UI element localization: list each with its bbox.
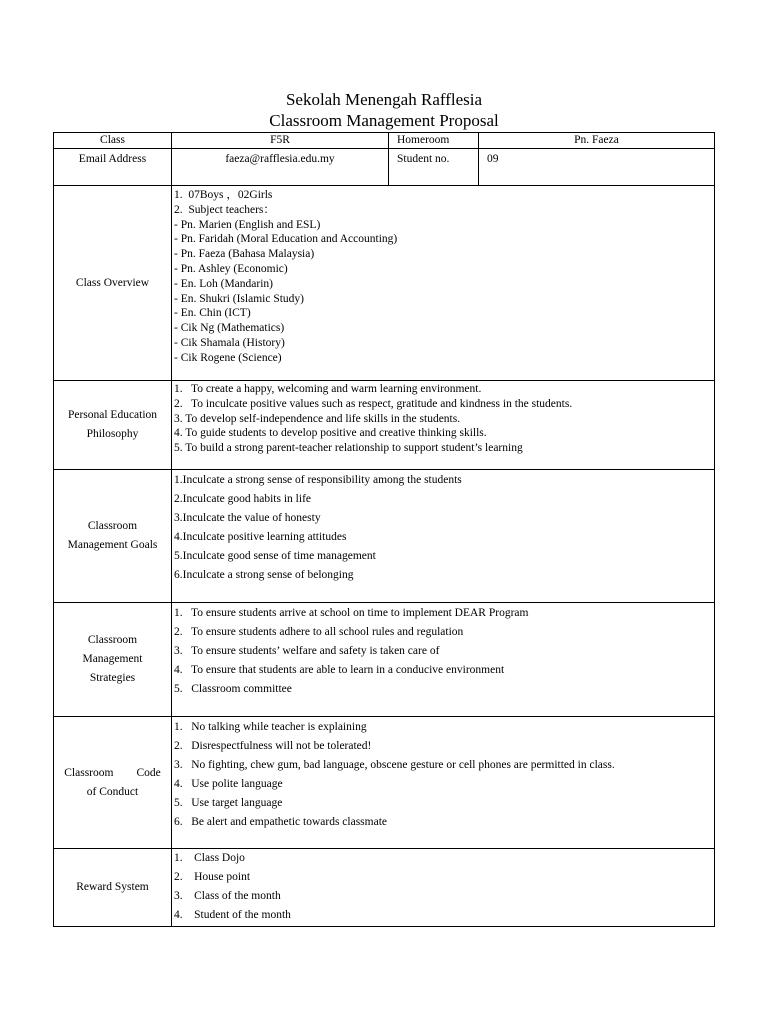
list-item: 1. Class Dojo xyxy=(174,852,245,864)
overview-label: Class Overview xyxy=(54,186,172,381)
email-value: faeza@rafflesia.edu.my xyxy=(172,149,389,186)
list-item: 1. No talking while teacher is explaining xyxy=(174,721,367,733)
philosophy-label-line: Philosophy xyxy=(86,428,139,440)
list-item: 6.Inculcate a strong sense of belonging xyxy=(174,569,354,581)
list-item: 4. To ensure that students are able to learn in a conducive environment xyxy=(174,664,505,676)
reward-row xyxy=(54,849,715,927)
list-item: 3. No fighting, chew gum, bad language, obscene gesture or cell phones are permitted in class. xyxy=(174,759,615,771)
list-item: - Cik Rogene (Science) xyxy=(174,351,282,364)
strategies-label-line: Management xyxy=(82,653,143,665)
class-label: Class xyxy=(54,133,172,149)
homeroom-value: Pn. Faeza xyxy=(479,133,715,149)
goals-row xyxy=(54,470,715,603)
proposal-table xyxy=(53,132,715,927)
list-item: 3.Inculcate the value of honesty xyxy=(174,512,321,524)
conduct-row xyxy=(54,717,715,849)
list-item: - Pn. Faeza (Bahasa Malaysia) xyxy=(174,248,315,261)
email-row xyxy=(54,149,715,186)
strategies-list xyxy=(172,603,715,717)
class-value: F5R xyxy=(172,133,389,149)
list-item: 3. Class of the month xyxy=(174,890,281,902)
list-item: 5. Use target language xyxy=(174,797,283,809)
list-item: - Cik Shamala (History) xyxy=(174,336,285,349)
conduct-list xyxy=(172,717,715,849)
class-row xyxy=(54,133,715,149)
reward-label: Reward System xyxy=(54,849,172,927)
list-item: 4. To guide students to develop positive and creative thinking skills. xyxy=(174,427,487,440)
goals-list xyxy=(172,470,715,603)
conduct-label xyxy=(54,717,172,849)
philosophy-label-line: Personal Education xyxy=(67,409,158,421)
conduct-label-line: of Conduct xyxy=(86,785,139,798)
homeroom-label: Homeroom xyxy=(389,133,479,149)
philosophy-label xyxy=(54,381,172,470)
list-item: 2.Inculcate good habits in life xyxy=(174,493,312,505)
list-item: 2. To inculcate positive values such as respect, gratitude and kindness in the students. xyxy=(174,397,573,410)
list-item: 1. 07Boys ，02Girls xyxy=(174,189,273,201)
email-label: Email Address xyxy=(54,149,172,186)
list-item: 2. Subject teachers： xyxy=(174,203,275,216)
student-no-value: 09 xyxy=(479,149,715,186)
strategies-label-line: Strategies xyxy=(89,672,136,684)
list-item: 2. Disrespectfulness will not be tolerated! xyxy=(174,740,372,752)
list-item: 1. To ensure students arrive at school on time to implement DEAR Program xyxy=(174,607,529,619)
list-item: - En. Shukri (Islamic Study) xyxy=(174,292,304,305)
list-item: 1. To create a happy, welcoming and warm learning environment. xyxy=(174,383,482,395)
goals-label xyxy=(54,470,172,603)
conduct-label-line: Classroom Code xyxy=(64,766,161,779)
list-item: - Pn. Ashley (Economic) xyxy=(174,262,288,275)
school-name: Sekolah Menengah Rafflesia xyxy=(285,90,483,109)
document-title: Classroom Management Proposal xyxy=(269,111,499,130)
goals-label-line: Classroom xyxy=(87,520,138,532)
list-item: 3. To ensure students’ welfare and safety is taken care of xyxy=(174,645,440,657)
list-item: - Cik Ng (Mathematics) xyxy=(174,322,285,335)
list-item: - Pn. Faridah (Moral Education and Accounting) xyxy=(174,233,398,246)
philosophy-list xyxy=(172,381,715,470)
reward-list xyxy=(172,849,715,927)
list-item: 5. To build a strong parent-teacher relationship to support student’s learning xyxy=(174,442,523,455)
student-no-label: Student no. xyxy=(389,149,479,186)
list-item: 4. Student of the month xyxy=(174,909,291,921)
strategies-row xyxy=(54,603,715,717)
list-item: - En. Chin (ICT) xyxy=(174,307,251,320)
list-item: 2. To ensure students adhere to all school rules and regulation xyxy=(174,626,464,638)
list-item: 4.Inculcate positive learning attitudes xyxy=(174,531,347,543)
list-item: 4. Use polite language xyxy=(174,778,283,790)
overview-row xyxy=(54,186,715,381)
strategies-label-line: Classroom xyxy=(87,634,138,646)
list-item: 3. To develop self-independence and life skills in the students. xyxy=(174,412,461,425)
list-item: 5.Inculcate good sense of time management xyxy=(174,550,376,562)
overview-list xyxy=(172,186,715,381)
strategies-label xyxy=(54,603,172,717)
list-item: - Pn. Marien (English and ESL) xyxy=(174,218,321,231)
list-item: 6. Be alert and empathetic towards classmate xyxy=(174,816,387,828)
goals-label-line: Management Goals xyxy=(67,539,158,551)
philosophy-row xyxy=(54,381,715,470)
list-item: 2. House point xyxy=(174,871,251,883)
list-item: 1.Inculcate a strong sense of responsibility among the students xyxy=(174,474,462,486)
list-item: - En. Loh (Mandarin) xyxy=(174,277,273,290)
list-item: 5. Classroom committee xyxy=(174,683,292,695)
